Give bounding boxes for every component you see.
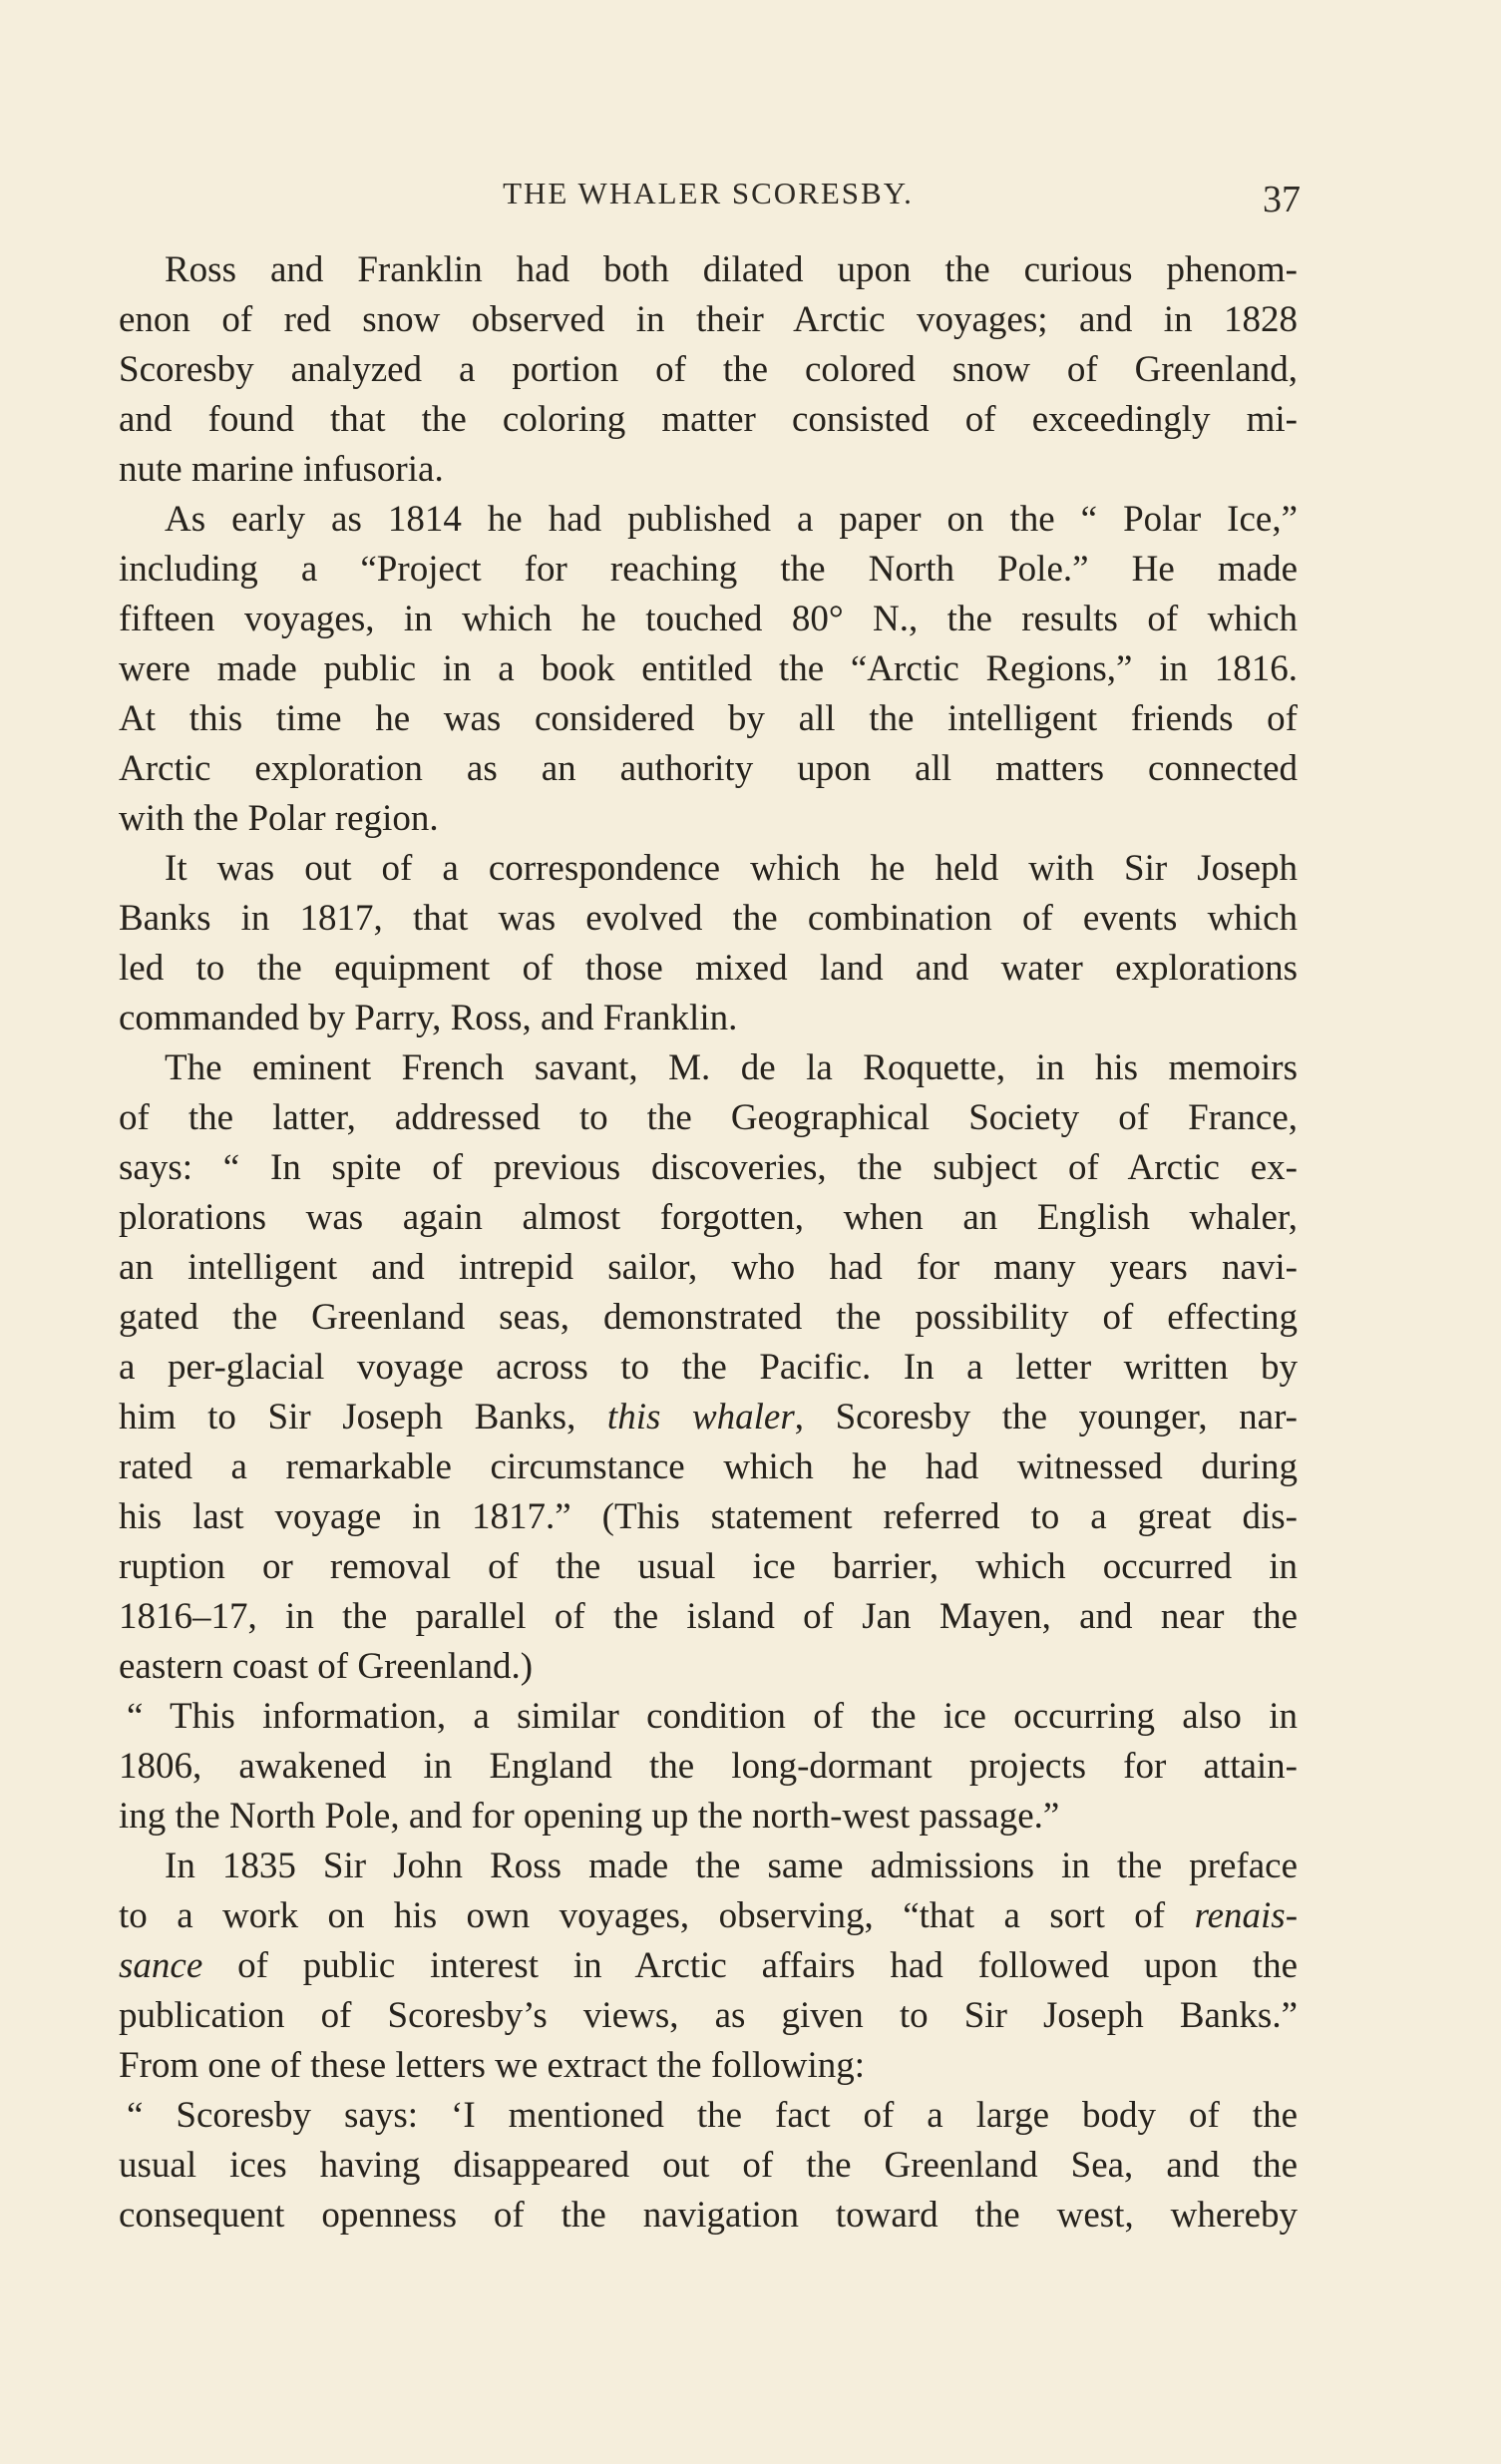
italic-text: this whaler [606,1397,795,1437]
text-line: 1816–17, in the parallel of the island of Jan Mayen, and near the [119,1596,1298,1637]
page-header [120,176,1301,235]
text-line: usual ices having disappeared out of the Greenland Sea, and the [119,2145,1298,2186]
text-line: Ross and Franklin had both dilated upon the curious phenom- [165,249,1298,290]
text-segment: of public interest in Arctic affairs had followed upon the [237,1945,1299,1986]
italic-text: renais- [1194,1895,1299,1936]
text-line: The eminent French savant, M. de la Roquette, in his memoirs [165,1047,1298,1088]
text-segment: to a work on his own voyages, observing, “that a sort of [119,1895,1166,1936]
text-line: were made public in a book entitled the “Arctic Regions,” in 1816. [119,648,1298,689]
text-line: including a “Project for reaching the North Pole.” He made [119,549,1298,590]
text-line: plorations was again almost forgotten, when an English whaler, [119,1197,1298,1238]
text-line: In 1835 Sir John Ross made the same admissions in the preface [165,1846,1298,1886]
body-text [119,245,1298,2241]
text-line: gated the Greenland seas, demonstrated the possibility of effecting [119,1297,1298,1338]
text-line: an intelligent and intrepid sailor, who had for many years navi- [119,1247,1298,1288]
text-line: eastern coast of Greenland.) [119,1646,534,1687]
text-line: Banks in 1817, that was evolved the combination of events which [119,898,1298,939]
text-line: It was out of a correspondence which he held with Sir Joseph [165,848,1298,889]
text-line-with-italic [119,1393,1298,1442]
text-line: his last voyage in 1817.” (This statement referred to a great dis- [119,1496,1298,1537]
text-line: fifteen voyages, in which he touched 80° N., the results of which [119,599,1298,639]
text-segment: , Scoresby the younger, nar- [794,1397,1299,1437]
text-line: Scoresby analyzed a portion of the colored snow of Greenland, [119,349,1298,390]
text-line: At this time he was considered by all the intelligent friends of [119,698,1298,739]
text-line: As early as 1814 he had published a paper on the “ Polar Ice,” [165,499,1298,540]
text-line: rated a remarkable circumstance which he had witnessed during [119,1446,1298,1487]
text-line: led to the equipment of those mixed land and water explorations [119,948,1298,989]
text-line: a per-glacial voyage across to the Pacific. In a letter written by [119,1347,1298,1388]
text-line: ruption or removal of the usual ice barrier, which occurred in [119,1546,1298,1587]
text-segment: him to Sir Joseph Banks, [119,1397,576,1437]
text-line: 1806, awakened in England the long-dormant projects for attain- [119,1746,1298,1787]
text-line: “ Scoresby says: ‘I mentioned the fact of a large body of the [127,2095,1298,2136]
text-line: nute marine infusoria. [119,449,444,490]
text-line: Arctic exploration as an authority upon all matters connected [119,748,1298,789]
text-line: and found that the coloring matter consisted of exceedingly mi- [119,399,1298,440]
text-line: enon of red snow observed in their Arctic voyages; and in 1828 [119,299,1298,340]
text-line: says: “ In spite of previous discoveries, the subject of Arctic ex- [119,1147,1298,1188]
text-line: “ This information, a similar condition of the ice occurring also in [127,1696,1298,1737]
text-line: publication of Scoresby’s views, as given to Sir Joseph Banks.” [119,1995,1298,2036]
text-line: consequent openness of the navigation toward the west, whereby [119,2195,1298,2236]
text-line: ing the North Pole, and for opening up the north-west passage.” [119,1796,1060,1837]
italic-text: sance [119,1945,203,1986]
text-line: From one of these letters we extract the following: [119,2045,866,2086]
text-line-with-italic [119,1941,1298,1991]
text-line: with the Polar region. [119,798,439,839]
text-line: of the latter, addressed to the Geographical Society of France, [119,1097,1298,1138]
page-number: 37 [1263,179,1301,220]
running-head: THE WHALER SCORESBY. [503,176,914,210]
text-line: commanded by Parry, Ross, and Franklin. [119,998,738,1038]
text-line-with-italic [119,1891,1298,1941]
